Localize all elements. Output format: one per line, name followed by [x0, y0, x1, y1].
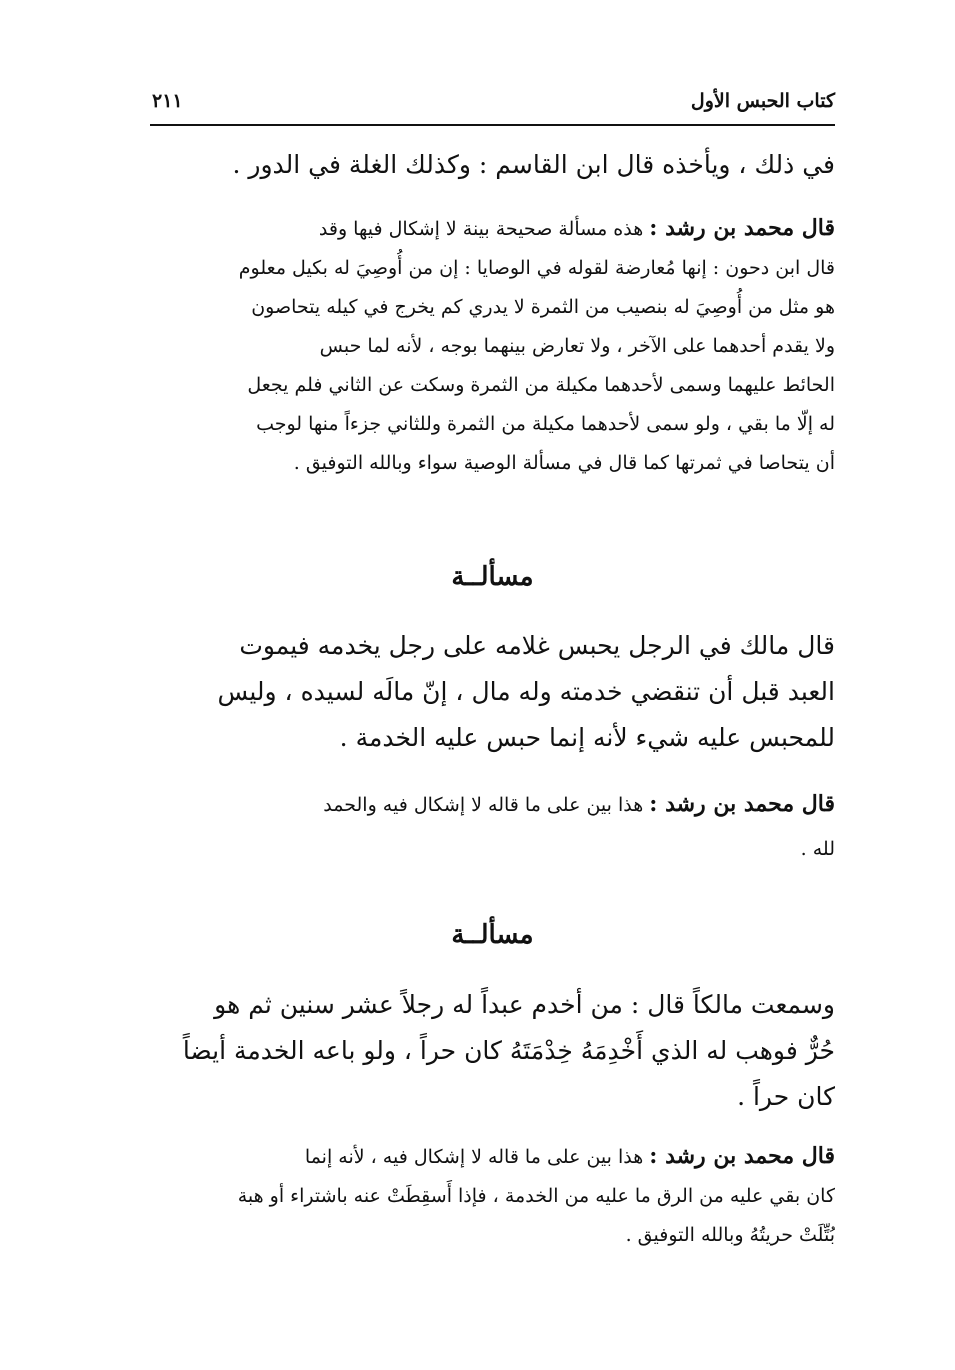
commentary-line: كان بقي عليه من الرق ما عليه من الخدمة ، فإذا أَسقِطَتْ عنه باشتراء أو هبة	[237, 1185, 835, 1207]
commentary-speaker: قال محمد بن رشد :	[649, 215, 835, 241]
commentary-text: هذه مسألة صحيحة بينة لا إشكال فيها وقد	[318, 218, 644, 240]
commentary-paragraph-3	[150, 1137, 835, 1255]
paragraph-line: حُرٌّ فوهب له الذي أَخْدِمَهُ خِدْمَتَهُ كان حراً ، ولو باعه الخدمة أيضاً	[182, 1036, 835, 1065]
commentary-line: ولا يقدم أحدهما على الآخر ، ولا تعارض بينهما بوجه ، لأنه لما حبس	[319, 335, 835, 357]
commentary-line: بُتِّلَتْ حريتُهُ وبالله التوفيق .	[625, 1224, 835, 1246]
commentary-first-line	[150, 209, 835, 249]
commentary-paragraph-2	[150, 785, 835, 873]
commentary-text: هذا بين على ما قاله لا إشكال فيه والحمد	[323, 794, 644, 816]
commentary-line: له إلّا ما بقي ، ولو سمى لأحدهما مكيلة من الثمرة وللثاني جزءاً منها لوجب	[256, 413, 835, 435]
commentary-paragraph-1	[150, 209, 835, 483]
commentary-first-line	[150, 1137, 835, 1177]
commentary-line: الحائط عليهما وسمى لأحدهما مكيلة من الثمرة وسكت عن الثاني فلم يجعل	[247, 374, 835, 396]
paragraph-line: وسمعت مالكاً قال : من أخدم عبداً له رجلاً عشر سنين ثم هو	[214, 990, 835, 1019]
page-header	[150, 84, 835, 126]
commentary-line: لله .	[800, 838, 835, 860]
commentary-line: قال ابن دحون : إنها مُعارضة لقوله في الوصايا : إن من أُوصِيَ له بكيل معلوم	[238, 257, 835, 279]
intro-line: في ذلك ، ويأخذه قال ابن القاسم : وكذلك الغلة في الدور .	[232, 150, 835, 179]
book-title: كتاب الحبس الأول	[690, 90, 835, 112]
paragraph-line: كان حراً .	[737, 1082, 835, 1111]
section-heading-1: مسألــة	[451, 562, 534, 592]
commentary-text: هذا بين على ما قاله لا إشكال فيه ، لأنه إنما	[304, 1146, 644, 1168]
commentary-line: هو مثل من أُوصِيَ له بنصيب من الثمرة لا يدري كم يخرج في كيله يتحاصون	[251, 296, 835, 318]
commentary-speaker: قال محمد بن رشد :	[649, 791, 835, 817]
page-number: ٢١١	[152, 90, 183, 112]
paragraph-line: العبد قبل أن تنقضي خدمته وله مال ، إنّ مالَه لسيده ، وليس	[217, 677, 835, 706]
intro-paragraph	[150, 142, 835, 188]
commentary-first-line	[150, 785, 835, 825]
paragraph-line: قال مالك في الرجل يحبس غلامه على رجل يخدمه فيموت	[239, 631, 835, 660]
commentary-line: أن يتحاصا في ثمرتها كما قال في مسألة الوصية سواء وبالله التوفيق .	[293, 452, 835, 474]
section-heading-2: مسألــة	[451, 920, 534, 950]
paragraph-line: للمحبس عليه شيء لأنه إنما حبس عليه الخدمة .	[339, 723, 835, 752]
commentary-speaker: قال محمد بن رشد :	[649, 1143, 835, 1169]
section-paragraph-2	[150, 982, 835, 1120]
section-paragraph-1	[150, 623, 835, 761]
